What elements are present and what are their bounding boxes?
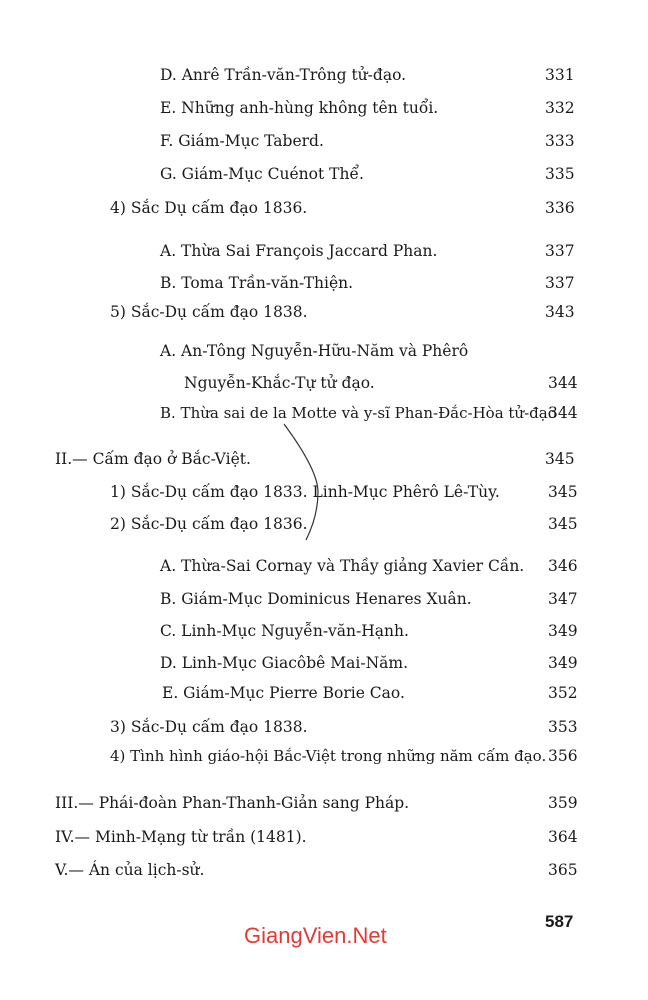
toc-entry-page: 337 [545, 274, 575, 292]
toc-entry-page: 349 [548, 654, 578, 672]
toc-entry-text: V.— Án của lịch-sử. [55, 861, 205, 879]
watermark: GiangVien.Net [244, 923, 387, 948]
toc-entry-page: 364 [548, 828, 578, 846]
toc-entry-page: 359 [548, 794, 578, 812]
toc-entry-page: 344 [548, 374, 578, 392]
toc-entry-page: 352 [548, 684, 578, 702]
toc-entry-page: 335 [545, 165, 575, 183]
toc-entry-text: A. An-Tông Nguyễn-Hữu-Năm và Phêrô [160, 342, 469, 360]
toc-entry-text: D. Linh-Mục Giacôbê Mai-Năm. [160, 654, 408, 672]
toc-entry-page: 356 [548, 747, 578, 765]
toc-entry-page: 345 [545, 450, 575, 468]
toc-entry-text: B. Giám-Mục Dominicus Henares Xuân. [160, 590, 472, 608]
toc-entry-text: 4) Sắc Dụ cấm đạo 1836. [110, 199, 308, 217]
toc-entry-page: 331 [545, 66, 575, 84]
toc-entry-text: E. Giám-Mục Pierre Borie Cao. [162, 684, 405, 702]
toc-entry-page: 347 [548, 590, 578, 608]
toc-entry-text: 2) Sắc-Dụ cấm đạo 1836. [110, 515, 308, 533]
toc-entry-page: 365 [548, 861, 578, 879]
toc-entry-page: 333 [545, 132, 575, 150]
toc-entry-text: B. Thừa sai de la Motte và y-sĩ Phan-Đắc-Hòa tử-đạo [160, 404, 557, 422]
toc-entry-text: II.— Cấm đạo ở Bắc-Việt. [55, 450, 251, 468]
toc-entry-text: Nguyễn-Khắc-Tự tử đạo. [184, 374, 375, 392]
toc-entry-page: 343 [545, 303, 575, 321]
toc-entry-text: D. Anrê Trần-văn-Trông tử-đạo. [160, 66, 407, 84]
toc-entry-page: 345 [548, 515, 578, 533]
toc-entry-page: 344 [548, 404, 578, 422]
toc-entry-page: 345 [548, 483, 578, 501]
toc-entry-text: IV.— Minh-Mạng từ trần (1481). [55, 828, 307, 846]
toc-entry-text: B. Toma Trần-văn-Thiện. [160, 274, 354, 292]
toc-entry-page: 353 [548, 718, 578, 736]
toc-entry-text: 4) Tình hình giáo-hội Bắc-Việt trong những năm cấm đạo. [110, 747, 547, 765]
toc-entry-text: C. Linh-Mục Nguyễn-văn-Hạnh. [160, 622, 409, 640]
toc-entry-page: 337 [545, 242, 575, 260]
toc-entry-page: 346 [548, 557, 578, 575]
toc-entry-text: 3) Sắc-Dụ cấm đạo 1838. [110, 718, 308, 736]
toc-entry-text: 1) Sắc-Dụ cấm đạo 1833. Linh-Mục Phêrô Lê-Tùy. [110, 483, 500, 501]
toc-entry-text: F. Giám-Mục Taberd. [160, 132, 324, 150]
toc-entry-text: A. Thừa-Sai Cornay và Thầy giảng Xavier Cần. [160, 557, 525, 575]
toc-entry-page: 332 [545, 99, 575, 117]
toc-entry-text: 5) Sắc-Dụ cấm đạo 1838. [110, 303, 308, 321]
toc-entry-text: III.— Phái-đoàn Phan-Thanh-Giản sang Pháp. [55, 794, 410, 812]
toc-entry-page: 349 [548, 622, 578, 640]
toc-entry-text: A. Thừa Sai François Jaccard Phan. [160, 242, 438, 260]
toc-entry-text: G. Giám-Mục Cuénot Thể. [160, 165, 364, 183]
toc-entry-text: E. Những anh-hùng không tên tuổi. [160, 99, 439, 117]
page-number: 587 [545, 912, 574, 931]
toc-entry-page: 336 [545, 199, 575, 217]
